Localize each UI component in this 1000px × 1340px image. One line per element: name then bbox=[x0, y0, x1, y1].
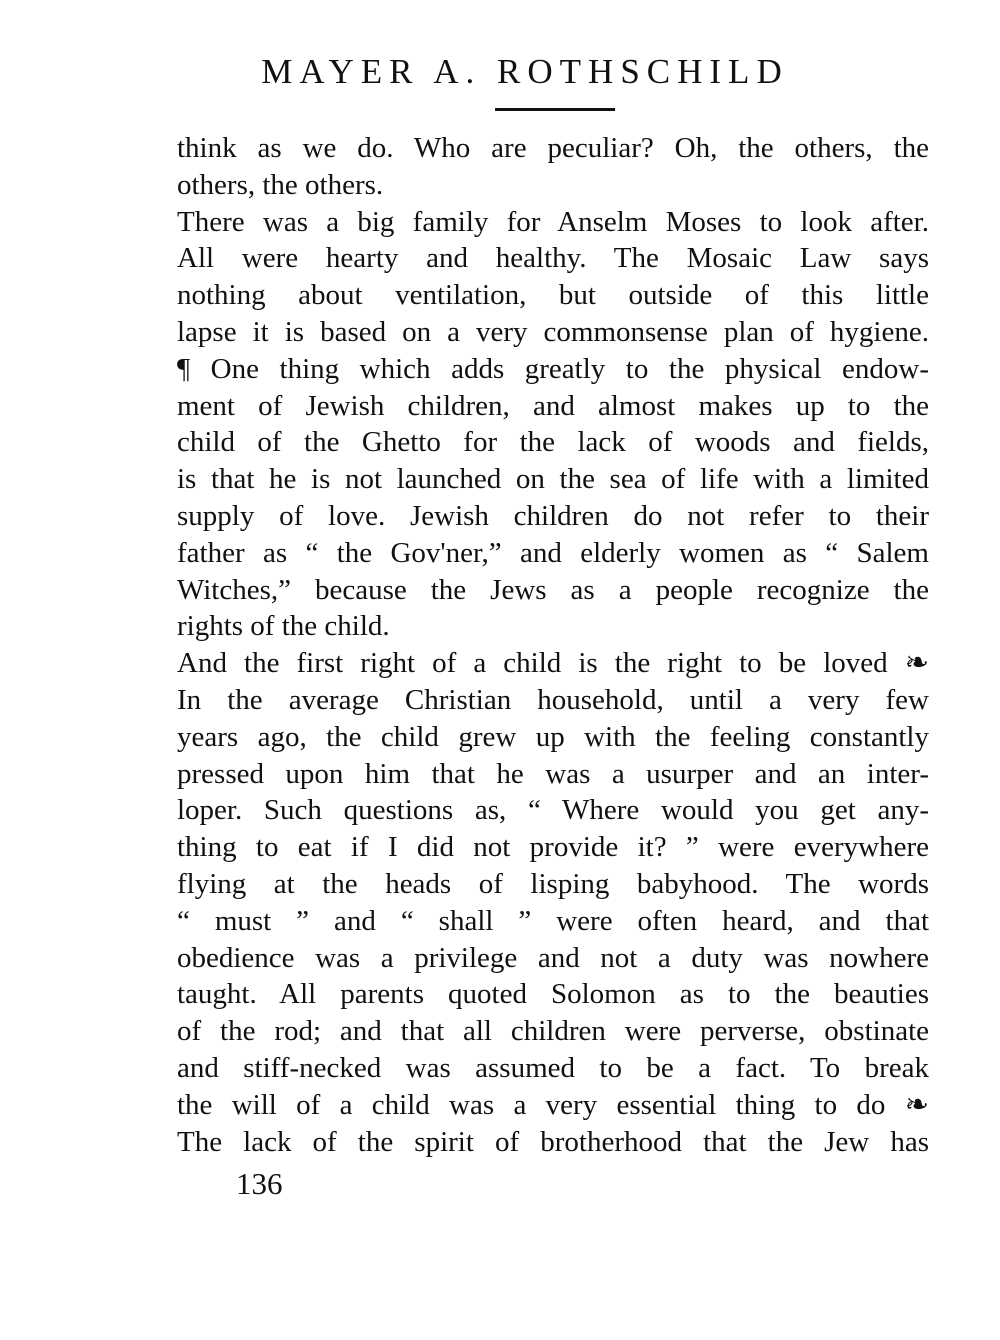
text-line: of the rod; and that all children were perverse, obstinate bbox=[177, 1015, 929, 1048]
text-line: All were hearty and healthy. The Mosaic Law says bbox=[177, 242, 929, 275]
text-line: the will of a child was a very essential thing to do ❧ bbox=[177, 1088, 929, 1121]
text-line: In the average Christian household, until a very few bbox=[177, 683, 929, 716]
text-line: and stiff-necked was assumed to be a fact. To break bbox=[177, 1051, 929, 1084]
text-line: nothing about ventilation, but outside of this little bbox=[177, 279, 929, 312]
text-line: father as “ the Gov'ner,” and elderly women as “ Salem bbox=[177, 536, 929, 569]
text-line: thing to eat if I did not provide it? ” were everywhere bbox=[177, 831, 929, 864]
text-line: lapse it is based on a very commonsense plan of hygiene. bbox=[177, 315, 929, 348]
page-number: 136 bbox=[236, 1166, 283, 1201]
text-line: flying at the heads of lisping babyhood. The words bbox=[177, 867, 929, 900]
text-line: think as we do. Who are peculiar? Oh, the others, the bbox=[177, 132, 929, 164]
text-line: “ must ” and “ shall ” were often heard, and that bbox=[177, 904, 929, 937]
running-head: MAYER A. ROTHSCHILD bbox=[261, 52, 789, 91]
text-line: ment of Jewish children, and almost makes up to the bbox=[177, 389, 929, 422]
text-line: others, the others. bbox=[177, 168, 384, 201]
text-line: rights of the child. bbox=[177, 610, 390, 643]
text-line: child of the Ghetto for the lack of woods and fields, bbox=[177, 426, 929, 459]
text-line: There was a big family for Anselm Moses to look after. bbox=[177, 205, 929, 238]
body-text bbox=[177, 130, 929, 1160]
text-line: supply of love. Jewish children do not refer to their bbox=[177, 499, 929, 532]
header-rule bbox=[495, 108, 615, 111]
text-line: taught. All parents quoted Solomon as to the beauties bbox=[177, 978, 929, 1011]
text-line: obedience was a privilege and not a duty was nowhere bbox=[177, 941, 929, 974]
text-line: is that he is not launched on the sea of life with a limited bbox=[177, 463, 929, 496]
text-line: pressed upon him that he was a usurper and an inter- bbox=[177, 757, 929, 790]
text-line: And the first right of a child is the right to be loved ❧ bbox=[177, 647, 929, 680]
text-line: The lack of the spirit of brotherhood that the Jew has bbox=[177, 1125, 929, 1158]
text-line: ¶ One thing which adds greatly to the physical endow- bbox=[177, 352, 929, 385]
text-line: Witches,” because the Jews as a people recognize the bbox=[177, 573, 929, 606]
text-line: loper. Such questions as, “ Where would you get any- bbox=[177, 794, 929, 827]
text-line: years ago, the child grew up with the feeling constantly bbox=[177, 720, 929, 753]
